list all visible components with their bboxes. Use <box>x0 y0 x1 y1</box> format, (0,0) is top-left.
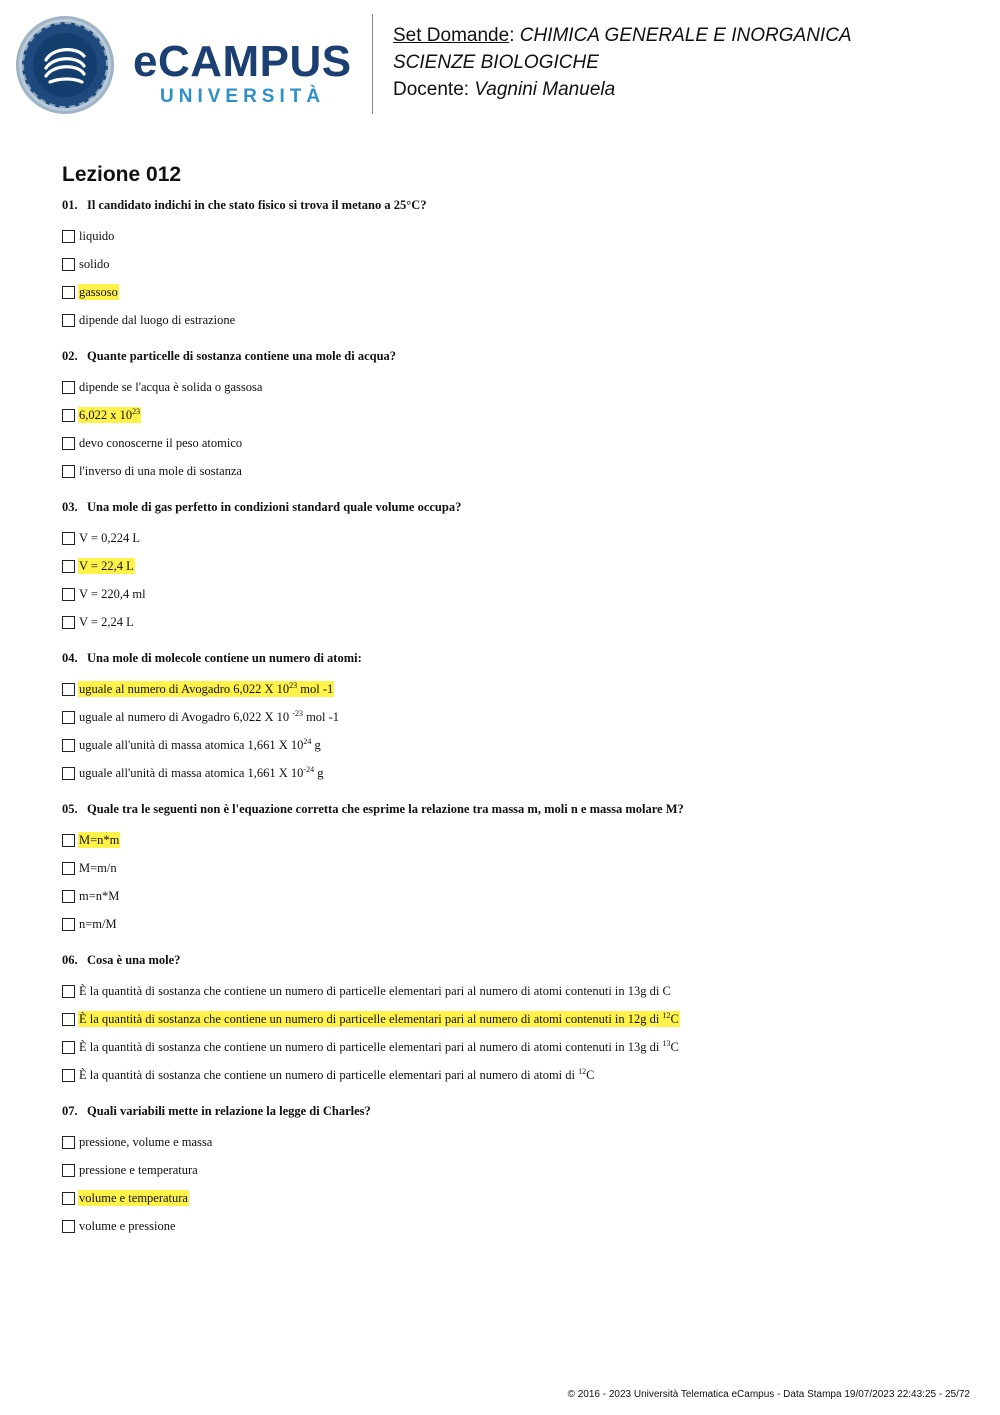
question-04 <box>62 649 962 787</box>
answer-checkbox[interactable] <box>62 1192 75 1205</box>
set-label: Set Domande <box>393 25 510 46</box>
brand-name: eCAMPUS <box>133 37 352 86</box>
answer-text-part: uguale all'unità di massa atomica 1,661 X 10 <box>79 738 304 752</box>
answer-superscript: -23 <box>292 708 303 718</box>
answer-text-part: liquido <box>79 229 115 243</box>
question-heading <box>62 1102 962 1120</box>
answer-text <box>78 530 141 546</box>
answer-option <box>62 278 962 306</box>
answer-text <box>78 888 120 904</box>
answer-option <box>62 401 962 429</box>
answer-text <box>78 765 324 781</box>
answer-option <box>62 1184 962 1212</box>
question-05 <box>62 800 962 938</box>
answer-option <box>62 977 962 1005</box>
answer-checkbox[interactable] <box>62 890 75 903</box>
answer-superscript: 12 <box>578 1066 587 1076</box>
question-heading <box>62 347 962 365</box>
answer-option <box>62 457 962 485</box>
answer-option <box>62 731 962 759</box>
question-number: 02. <box>62 349 78 363</box>
teacher-label: Docente: <box>393 79 475 100</box>
answer-checkbox[interactable] <box>62 465 75 478</box>
answer-checkbox[interactable] <box>62 862 75 875</box>
answer-superscript: 12 <box>662 1010 671 1020</box>
answer-text <box>78 916 118 932</box>
question-number: 05. <box>62 802 78 816</box>
header-divider <box>372 14 373 114</box>
answer-option <box>62 1212 962 1240</box>
answer-option <box>62 429 962 457</box>
question-number: 07. <box>62 1104 78 1118</box>
answer-text-correct <box>78 1011 680 1027</box>
question-text: Una mole di gas perfetto in condizioni standard quale volume occupa? <box>87 500 462 514</box>
brand-subtitle: UNIVERSITÀ <box>160 86 326 107</box>
question-heading <box>62 196 962 214</box>
answer-text <box>78 1162 199 1178</box>
answer-checkbox[interactable] <box>62 918 75 931</box>
answer-text-part: mol -1 <box>297 682 334 696</box>
answer-text <box>78 614 135 630</box>
answer-text-correct <box>78 558 135 574</box>
question-number: 04. <box>62 651 78 665</box>
answer-text-part: dipende se l'acqua è solida o gassosa <box>79 380 263 394</box>
question-heading <box>62 951 962 969</box>
answer-checkbox[interactable] <box>62 1164 75 1177</box>
question-text: Il candidato indichi in che stato fisico si trova il metano a 25°C? <box>87 198 427 212</box>
answer-text-part: V = 22,4 L <box>79 559 134 573</box>
answer-text-part: M=m/n <box>79 861 117 875</box>
answer-option <box>62 1061 962 1089</box>
course-name: CHIMICA GENERALE E INORGANICA <box>519 25 852 46</box>
answer-text <box>78 1067 595 1083</box>
answer-checkbox[interactable] <box>62 1041 75 1054</box>
set-separator: : <box>509 25 520 46</box>
answer-superscript: 24 <box>303 736 312 746</box>
answer-text <box>78 709 340 725</box>
answer-text-part: V = 0,224 L <box>79 531 140 545</box>
answer-checkbox[interactable] <box>62 1136 75 1149</box>
page-footer: © 2016 - 2023 Università Telematica eCampus - Data Stampa 19/07/2023 22:43:25 - 25/72 <box>567 1389 970 1400</box>
question-number: 03. <box>62 500 78 514</box>
header-line-teacher <box>393 76 852 103</box>
ecampus-logo-badge <box>16 16 114 114</box>
answer-checkbox[interactable] <box>62 437 75 450</box>
answer-text <box>78 586 147 602</box>
answer-text-part: È la quantità di sostanza che contiene un numero di particelle elementari pari al numero di atomi di <box>79 1068 579 1082</box>
question-text: Una mole di molecole contiene un numero di atomi: <box>87 651 362 665</box>
answer-text-part: uguale al numero di Avogadro 6,022 X 10 <box>79 710 293 724</box>
answer-text <box>78 983 672 999</box>
question-01 <box>62 196 962 334</box>
question-text: Quali variabili mette in relazione la legge di Charles? <box>87 1104 371 1118</box>
question-text: Quante particelle di sostanza contiene una mole di acqua? <box>87 349 397 363</box>
answer-text-part: uguale all'unità di massa atomica 1,661 X 10 <box>79 766 304 780</box>
question-06 <box>62 951 962 1089</box>
header-line-course <box>393 22 852 49</box>
answer-option <box>62 759 962 787</box>
answer-text-part: C <box>670 1012 679 1026</box>
answer-text <box>78 860 118 876</box>
answer-checkbox[interactable] <box>62 532 75 545</box>
answer-checkbox[interactable] <box>62 409 75 422</box>
lesson-title: Lezione 012 <box>62 163 182 186</box>
header-info <box>393 22 852 103</box>
answer-text <box>78 463 243 479</box>
answer-text-part: g <box>314 766 324 780</box>
answer-text-part: È la quantità di sostanza che contiene un numero di particelle elementari pari al numero di atomi contenuti in 13g di <box>79 1040 663 1054</box>
answer-text-part: M=n*m <box>79 833 120 847</box>
answer-text <box>78 435 243 451</box>
question-07 <box>62 1102 962 1240</box>
answer-checkbox[interactable] <box>62 1220 75 1233</box>
answer-option <box>62 910 962 938</box>
question-heading <box>62 498 962 516</box>
answer-text-part: n=m/M <box>79 917 117 931</box>
answer-option <box>62 222 962 250</box>
answer-checkbox[interactable] <box>62 985 75 998</box>
answer-text <box>78 228 115 244</box>
answer-text <box>78 256 111 272</box>
answer-option <box>62 552 962 580</box>
answer-text-part: C <box>670 1040 679 1054</box>
question-number: 01. <box>62 198 78 212</box>
answer-text <box>78 1039 680 1055</box>
answer-text-part: È la quantità di sostanza che contiene un numero di particelle elementari pari al numero di atomi contenuti in 13g di C <box>79 984 671 998</box>
answer-superscript: -24 <box>303 764 315 774</box>
question-list <box>62 196 962 1253</box>
answer-superscript: 13 <box>662 1038 671 1048</box>
answer-checkbox[interactable] <box>62 258 75 271</box>
question-number: 06. <box>62 953 78 967</box>
answer-option <box>62 373 962 401</box>
answer-checkbox[interactable] <box>62 1069 75 1082</box>
answer-option <box>62 1005 962 1033</box>
answer-text <box>78 1218 177 1234</box>
answer-text <box>78 312 236 328</box>
answer-checkbox[interactable] <box>62 286 75 299</box>
answer-text-part: volume e temperatura <box>79 1191 188 1205</box>
answer-checkbox[interactable] <box>62 381 75 394</box>
question-text: Cosa è una mole? <box>87 953 181 967</box>
answer-text-correct <box>78 284 119 300</box>
answer-checkbox[interactable] <box>62 739 75 752</box>
answer-text-part: volume e pressione <box>79 1219 176 1233</box>
answer-option <box>62 1033 962 1061</box>
answer-superscript: 23 <box>132 406 141 416</box>
answer-text-part: dipende dal luogo di estrazione <box>79 313 236 327</box>
answer-option <box>62 826 962 854</box>
answer-text-part: gassoso <box>79 285 118 299</box>
degree-name: SCIENZE BIOLOGICHE <box>393 52 599 73</box>
answer-checkbox[interactable] <box>62 314 75 327</box>
answer-checkbox[interactable] <box>62 834 75 847</box>
answer-option <box>62 250 962 278</box>
answer-option <box>62 1128 962 1156</box>
answer-superscript: 23 <box>289 680 298 690</box>
answer-checkbox[interactable] <box>62 616 75 629</box>
question-heading <box>62 800 962 818</box>
answer-checkbox[interactable] <box>62 767 75 780</box>
answer-checkbox[interactable] <box>62 560 75 573</box>
question-text: Quale tra le seguenti non è l'equazione corretta che esprime la relazione tra massa m, moli n e massa molare M? <box>87 802 684 816</box>
answer-option <box>62 306 962 334</box>
answer-option <box>62 524 962 552</box>
answer-text-part: uguale al numero di Avogadro 6,022 X 10 <box>79 682 290 696</box>
answer-text-part: g <box>311 738 321 752</box>
answer-text-part: m=n*M <box>79 889 120 903</box>
answer-text-correct <box>78 832 120 848</box>
answer-option <box>62 675 962 703</box>
answer-text <box>78 379 263 395</box>
answer-text-correct <box>78 407 141 423</box>
logo-e-mark-icon <box>16 16 114 114</box>
header-line-degree <box>393 49 852 76</box>
answer-checkbox[interactable] <box>62 588 75 601</box>
question-02 <box>62 347 962 485</box>
answer-option <box>62 854 962 882</box>
answer-text-correct <box>78 1190 189 1206</box>
answer-text-part: pressione, volume e massa <box>79 1135 213 1149</box>
answer-option <box>62 1156 962 1184</box>
answer-text <box>78 1134 213 1150</box>
question-03 <box>62 498 962 636</box>
question-heading <box>62 649 962 667</box>
answer-text <box>78 737 322 753</box>
teacher-name: Vagnini Manuela <box>474 79 616 100</box>
answer-text-correct <box>78 681 334 697</box>
answer-text-part: pressione e temperatura <box>79 1163 198 1177</box>
answer-option <box>62 608 962 636</box>
answer-text-part: V = 2,24 L <box>79 615 134 629</box>
answer-text-part: l'inverso di una mole di sostanza <box>79 464 242 478</box>
answer-text-part: 6,022 x 10 <box>79 408 133 422</box>
answer-checkbox[interactable] <box>62 1013 75 1026</box>
answer-option <box>62 703 962 731</box>
answer-text-part: devo conoscerne il peso atomico <box>79 436 243 450</box>
answer-checkbox[interactable] <box>62 230 75 243</box>
answer-text-part: mol -1 <box>302 710 340 724</box>
answer-option <box>62 580 962 608</box>
answer-checkbox[interactable] <box>62 711 75 724</box>
answer-text-part: V = 220,4 ml <box>79 587 146 601</box>
answer-text-part: solido <box>79 257 110 271</box>
answer-checkbox[interactable] <box>62 683 75 696</box>
answer-text-part: È la quantità di sostanza che contiene un numero di particelle elementari pari al numero di atomi contenuti in 12g di <box>79 1012 663 1026</box>
answer-text-part: C <box>586 1068 595 1082</box>
answer-option <box>62 882 962 910</box>
